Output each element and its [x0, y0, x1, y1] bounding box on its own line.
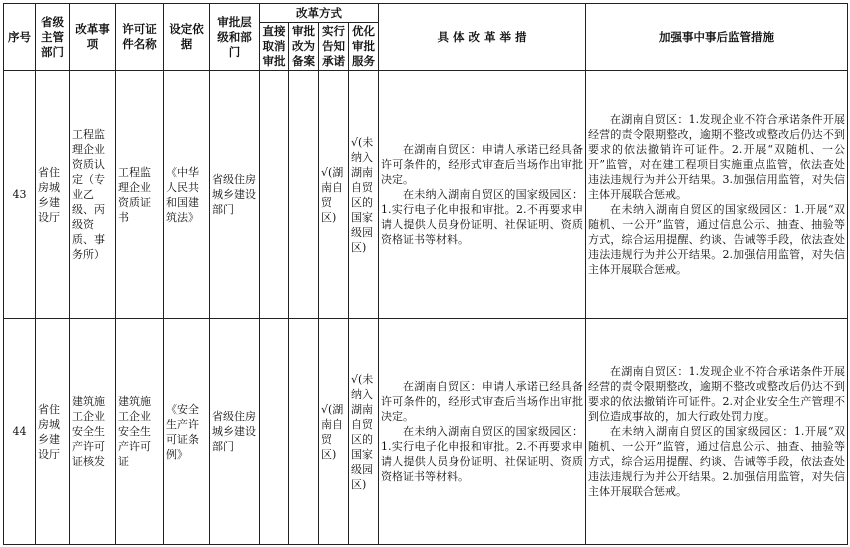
- supervision-paragraph: 在未纳入湖南自贸区的国家级园区：1.开展“双随机、一公开”监管，通过信息公示、抽查、抽验等方式，综合运用提醒、约谈、告诫等手段，依法查处违法违规行为并公开结果。2.加强信用监管，对失信主体开展联合惩戒。: [588, 203, 845, 276]
- row-supervision: [586, 71, 848, 319]
- row-level: 省级住房城乡建设部门: [210, 319, 260, 545]
- header-basis: 设定依据: [164, 4, 210, 71]
- row-item: 建筑施工企业安全生产许可证核发: [70, 319, 116, 545]
- header-license: 许可证件名称: [116, 4, 164, 71]
- header-measures: 具 体 改 革 举 措: [379, 4, 586, 71]
- header-reform-mode: 改革方式: [260, 4, 379, 23]
- row-mode-optimize: √(未纳入湖南自贸区的国家级园区): [349, 71, 379, 319]
- table-row: [4, 71, 848, 319]
- row-mode-cancel: [260, 319, 289, 545]
- row-basis: 《中华人民共和国建筑法》: [164, 71, 210, 319]
- row-measures: [379, 319, 586, 545]
- row-license: 建筑施工企业安全生产许可证: [116, 319, 164, 545]
- row-dept: 省住房城乡建设厅: [36, 71, 70, 319]
- row-mode-notify: √(湖南自贸区): [319, 319, 349, 545]
- row-supervision: [586, 319, 848, 545]
- row-mode-record: [289, 319, 319, 545]
- header-level: 审批层级和部门: [210, 4, 260, 71]
- reform-table: [3, 3, 848, 545]
- row-mode-cancel: [260, 71, 289, 319]
- row-mode-optimize: √(未纳入湖南自贸区的国家级园区): [349, 319, 379, 545]
- measures-paragraph: 在未纳入湖南自贸区的国家级园区：1.实行电子化申报和审批。2.不再要求申请人提供人员身份证明、社保证明、资质资格证书等材料。: [381, 188, 583, 246]
- row-level: 省级住房城乡建设部门: [210, 71, 260, 319]
- header-mode-optimize: 优化审批服务: [349, 23, 379, 71]
- row-seq: 43: [4, 71, 36, 319]
- supervision-paragraph: 在湖南自贸区：1.发现企业不符合承诺条件开展经营的责令限期整改，逾期不整改或整改后仍达不到要求的依法撤销许可证件。2.开展“双随机、一公开”监管，对在建工程项目实施重点监管，依法查处违法违规行为并公开结果。3.加强信用监管，对失信主体开展联合惩戒。: [588, 113, 845, 201]
- header-mode-cancel: 直接取消审批: [260, 23, 289, 71]
- row-item: 工程监理企业资质认定（专业乙级、丙级资质、事务所）: [70, 71, 116, 319]
- measures-paragraph: 在未纳入湖南自贸区的国家级园区：1.实行电子化申报和审批。2.不再要求申请人提供人员身份证明、社保证明、资质资格证书等材料。: [381, 425, 583, 483]
- row-seq: 44: [4, 319, 36, 545]
- table-row: [4, 319, 848, 545]
- measures-paragraph: 在湖南自贸区：申请人承诺已经具备许可条件的，经形式审查后当场作出审批决定。: [381, 380, 583, 423]
- row-basis: 《安全生产许可证条例》: [164, 319, 210, 545]
- header-seq: 序号: [4, 4, 36, 71]
- row-measures: [379, 71, 586, 319]
- header-dept: 省级主管部门: [36, 4, 70, 71]
- header-item: 改革事项: [70, 4, 116, 71]
- supervision-paragraph: 在未纳入湖南自贸区的国家级园区：1.开展“双随机、一公开”监管，通过信息公示、抽查、抽验等方式，综合运用提醒、约谈、告诫等手段，依法查处违法违规行为并公开结果。2.加强信用监管，对失信主体开展联合惩戒。: [588, 425, 845, 498]
- measures-paragraph: 在湖南自贸区：申请人承诺已经具备许可条件的，经形式审查后当场作出审批决定。: [381, 143, 583, 186]
- row-dept: 省住房城乡建设厅: [36, 319, 70, 545]
- row-mode-notify: √(湖南自贸区): [319, 71, 349, 319]
- header-mode-record: 审批改为备案: [289, 23, 319, 71]
- header-mode-notify: 实行告知承诺: [319, 23, 349, 71]
- row-license: 工程监理企业资质证书: [116, 71, 164, 319]
- header-supervision: 加强事中事后监管措施: [586, 4, 848, 71]
- row-mode-record: [289, 71, 319, 319]
- supervision-paragraph: 在湖南自贸区：1.发现企业不符合承诺条件开展经营的责令限期整改，逾期不整改或整改后仍达不到要求的依法撤销许可证件。2.对企业安全生产管理不到位造成事故的，加大行政处罚力度。: [588, 365, 845, 423]
